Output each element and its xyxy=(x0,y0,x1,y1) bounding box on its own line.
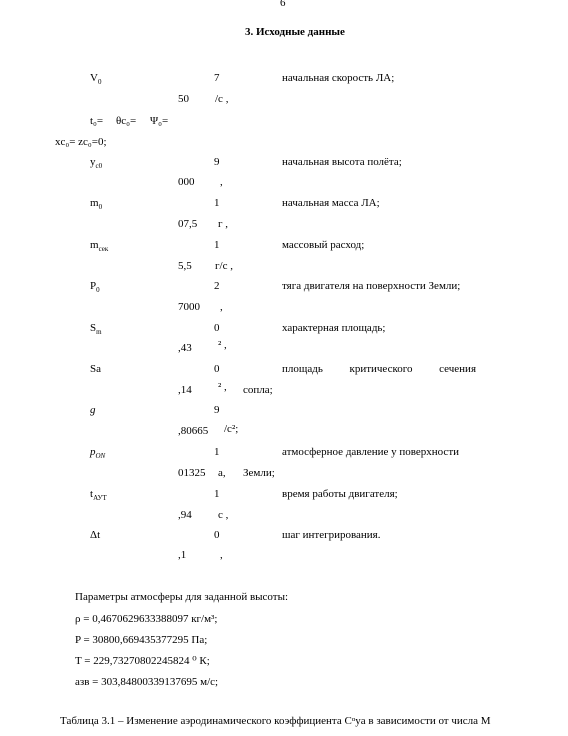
t0-label: t₀= xyxy=(90,115,104,127)
param-msek-unit: г/с , xyxy=(215,260,233,272)
param-yc0-unit: , xyxy=(220,176,223,188)
psi-label: Ψ₀= xyxy=(150,115,169,127)
param-v0-symbol: $V_0$ xyxy=(90,72,102,87)
xz-label: xc₀= zc₀=0; xyxy=(55,136,107,148)
param-sa-col2: 0 xyxy=(214,363,220,375)
theta-label: θc₀= xyxy=(116,115,137,127)
param-yc0-col2: 9 xyxy=(214,156,220,168)
param-v0-col2: 7 xyxy=(214,72,220,84)
param-g-value: ,80665 xyxy=(178,425,209,437)
param-p0-col2: 2 xyxy=(214,280,220,292)
param-sa-symbol: Sa xyxy=(90,363,101,375)
param-dt-description: шаг интегрирования. xyxy=(282,529,381,541)
param-msek-value: 5,5 xyxy=(178,260,192,272)
atm-temperature: T = 229,73270802245824 ⁰ К; xyxy=(75,655,210,667)
param-yc0-value: 000 xyxy=(178,176,195,188)
param-yc0-symbol: $y_{c0}$ xyxy=(90,156,103,171)
param-taut-value: ,94 xyxy=(178,509,192,521)
param-msek-description: массовый расход; xyxy=(282,239,365,251)
param-dt-unit: , xyxy=(220,549,223,561)
param-p0-description: тяга двигателя на поверхности Земли; xyxy=(282,280,461,292)
param-sa-value: ,14 xyxy=(178,384,192,396)
param-v0-value: 50 xyxy=(178,93,189,105)
param-v0-unit: /с , xyxy=(215,93,229,105)
page-number: 6 xyxy=(280,0,286,9)
param-sm-col2: 0 xyxy=(214,322,220,334)
param-dt-col2: 0 xyxy=(214,529,220,541)
atmosphere-title: Параметры атмосферы для заданной высоты: xyxy=(75,591,289,603)
param-yc0-description: начальная высота полёта; xyxy=(282,156,402,168)
atm-sound-speed: aзв = 303,84800339137695 м/с; xyxy=(75,676,219,688)
param-taut-symbol: $t_{АУТ}$ xyxy=(90,488,107,503)
param-g-symbol: g xyxy=(90,404,96,416)
atm-pressure: P = 30800,669435377295 Па; xyxy=(75,634,208,646)
param-m0-description: начальная масса ЛА; xyxy=(282,197,380,209)
param-v0-description: начальная скорость ЛА; xyxy=(282,72,395,84)
param-sm-symbol: $S_m$ xyxy=(90,322,102,337)
param-m0-value: 07,5 xyxy=(178,218,198,230)
param-dt-symbol: Δt xyxy=(90,529,101,541)
param-taut-col2: 1 xyxy=(214,488,220,500)
table-caption: Таблица 3.1 – Изменение аэродинамического коэффициента Cᵅya в зависимости от числа М xyxy=(60,715,491,727)
param-sa-description: площадь критического сечения xyxy=(282,363,476,375)
param-sm-value: ,43 xyxy=(178,342,192,354)
param-m0-symbol: $m_0$ xyxy=(90,197,103,212)
param-p0-value: 7000 xyxy=(178,301,200,313)
param-g-col2: 9 xyxy=(214,404,220,416)
param-pon-description: атмосферное давление у поверхности xyxy=(282,446,460,458)
param-taut-unit: с , xyxy=(218,509,229,521)
param-sm-description: характерная площадь; xyxy=(282,322,386,334)
param-pon-unit: а, xyxy=(218,467,226,479)
param-p0-unit: , xyxy=(220,301,223,313)
section-heading: 3. Исходные данные xyxy=(245,26,345,38)
param-pon-description-cont: Земли; xyxy=(243,467,275,479)
param-taut-description: время работы двигателя; xyxy=(282,488,398,500)
param-pon-col2: 1 xyxy=(214,446,220,458)
param-pon-value: 01325 xyxy=(178,467,206,479)
param-m0-unit: г , xyxy=(218,218,229,230)
param-g-unit: /с²; xyxy=(224,423,239,435)
param-pon-symbol: $p_{ON}$ xyxy=(90,446,106,461)
param-dt-value: ,1 xyxy=(178,549,187,561)
param-p0-symbol: $P_0$ xyxy=(90,280,100,295)
param-sa-description-cont: сопла; xyxy=(243,384,273,396)
atm-density: ρ = 0,4670629633388097 кг/м³; xyxy=(75,613,218,625)
param-msek-symbol: $m_{сек}$ xyxy=(90,239,109,254)
param-m0-col2: 1 xyxy=(214,197,220,209)
param-msek-col2: 1 xyxy=(214,239,220,251)
param-sm-unit: ² , xyxy=(218,339,227,351)
param-sa-unit: ² , xyxy=(218,381,227,393)
